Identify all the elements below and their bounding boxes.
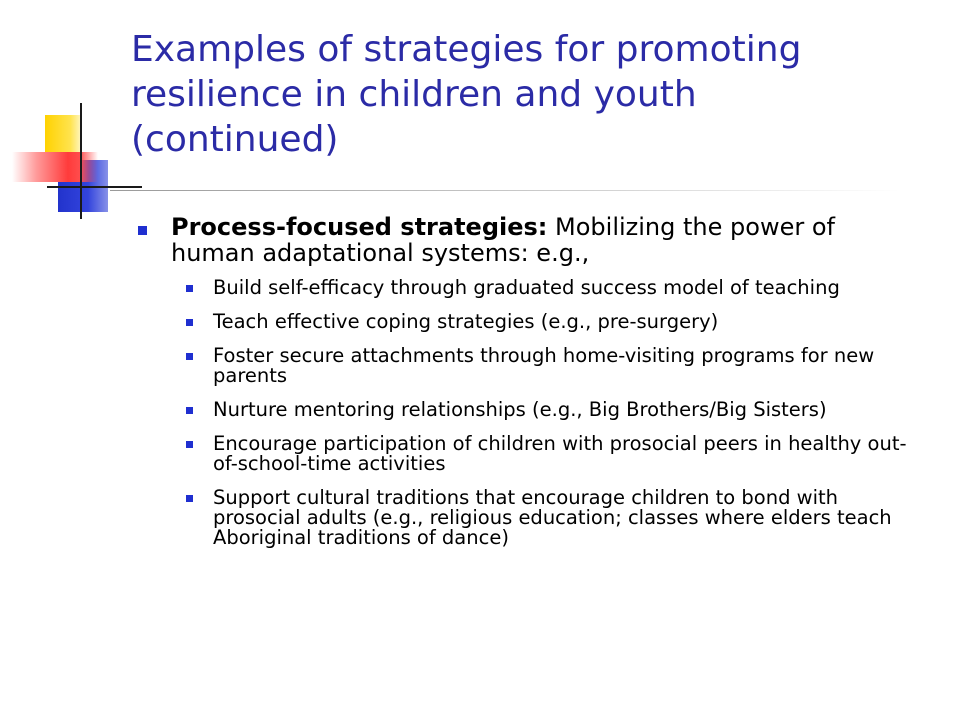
- bullet-square-icon: [186, 495, 193, 502]
- sub-bullet-text: Foster secure attachments through home-visiting programs for new parents: [213, 344, 875, 387]
- title-line-2: resilience in children and youth: [131, 74, 697, 115]
- red-bar-tail: [80, 152, 98, 182]
- sub-bullet: [171, 346, 920, 386]
- bullet-square-icon: [138, 226, 147, 235]
- bullet-square-icon: [186, 353, 193, 360]
- main-bullet: [130, 214, 920, 266]
- decorative-squares-graphic: [0, 0, 140, 230]
- main-bullet-text: Mobilizing the power of human adaptational systems: e.g.,: [171, 213, 835, 267]
- main-bullet-heading: Process-focused strategies:: [171, 213, 548, 241]
- sub-bullet-text: Nurture mentoring relationships (e.g., Big Brothers/Big Sisters): [213, 398, 827, 421]
- bullet-square-icon: [186, 407, 193, 414]
- bullet-square-icon: [186, 285, 193, 292]
- sub-bullet-text: Build self-efficacy through graduated success model of teaching: [213, 276, 840, 299]
- sub-bullet: [171, 400, 920, 420]
- sub-bullet: [171, 312, 920, 332]
- title-divider: [110, 190, 900, 191]
- sub-bullet-text: Teach effective coping strategies (e.g., pre-surgery): [213, 310, 719, 333]
- horizontal-line: [47, 186, 142, 188]
- bullet-square-icon: [186, 441, 193, 448]
- title-line-1: Examples of strategies for promoting: [131, 29, 802, 70]
- sub-bullet-text: Support cultural traditions that encourage children to bond with prosocial adults (e.g., religious education; classes where elders teach Aboriginal traditions of dance): [213, 486, 892, 549]
- slide-title: [131, 27, 931, 162]
- sub-bullet: [171, 434, 920, 474]
- red-bar: [12, 152, 82, 182]
- bullet-square-icon: [186, 319, 193, 326]
- sub-bullet: [171, 278, 920, 298]
- vertical-line: [80, 103, 82, 219]
- sub-bullet-text: Encourage participation of children with prosocial peers in healthy out-of-school-time activities: [213, 432, 907, 475]
- slide-body: [130, 214, 920, 562]
- title-line-3: (continued): [131, 119, 339, 160]
- sub-bullet: [171, 488, 920, 548]
